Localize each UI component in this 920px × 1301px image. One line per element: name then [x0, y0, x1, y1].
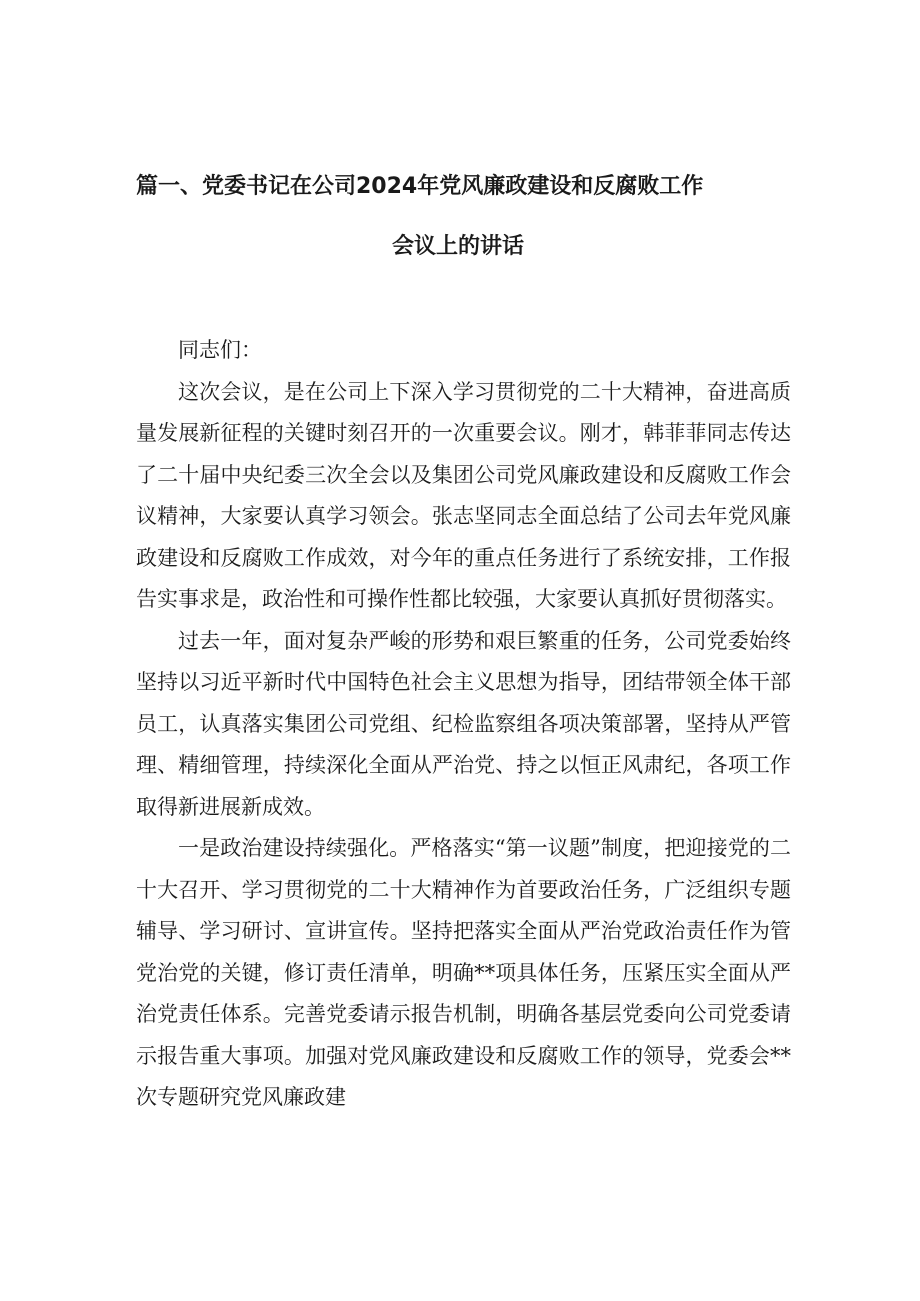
paragraph-3: 一是政治建设持续强化。严格落实“第一议题”制度，把迎接党的二十大召开、学习贯彻党的二十大精神作为首要政治任务，广泛组织专题辅导、学习研讨、宣讲宣传。坚持把落实全面从严治党政治责任作为管党治党的关键，修订责任清单，明确**项具体任务，压紧压实全面从严治党责任体系。完善党委请示报告机制，明确各基层党委向公司党委请示报告重大事项。加强对党风廉政建设和反腐败工作的领导，党委会**次专题研究党风廉政建	[136, 836, 791, 1109]
document-title-line-1: 篇一、党委书记在公司2024年党风廉政建设和反腐败工作	[136, 174, 704, 199]
document-title-line-2: 会议上的讲话	[392, 234, 525, 259]
paragraph-2: 过去一年，面对复杂严峻的形势和艰巨繁重的任务，公司党委始终坚持以习近平新时代中国特色社会主义思想为指导，团结带领全体干部员工，认真落实集团公司党组、纪检监察组各项决策部署，坚持从严管理、精细管理，持续深化全面从严治党、持之以恒正风肃纪，各项工作取得新进展新成效。	[136, 628, 791, 819]
greeting: 同志们：	[178, 338, 262, 362]
paragraph-1: 这次会议，是在公司上下深入学习贯彻党的二十大精神，奋进高质量发展新征程的关键时刻召开的一次重要会议。刚才，韩菲菲同志传达了二十届中央纪委三次全会以及集团公司党风廉政建设和反腐败工作会议精神，大家要认真学习领会。张志坚同志全面总结了公司去年党风廉政建设和反腐败工作成效，对今年的重点任务进行了系统安排，工作报告实事求是，政治性和可操作性都比较强，大家要认真抓好贯彻落实。	[136, 379, 791, 611]
document-body	[136, 330, 791, 1119]
